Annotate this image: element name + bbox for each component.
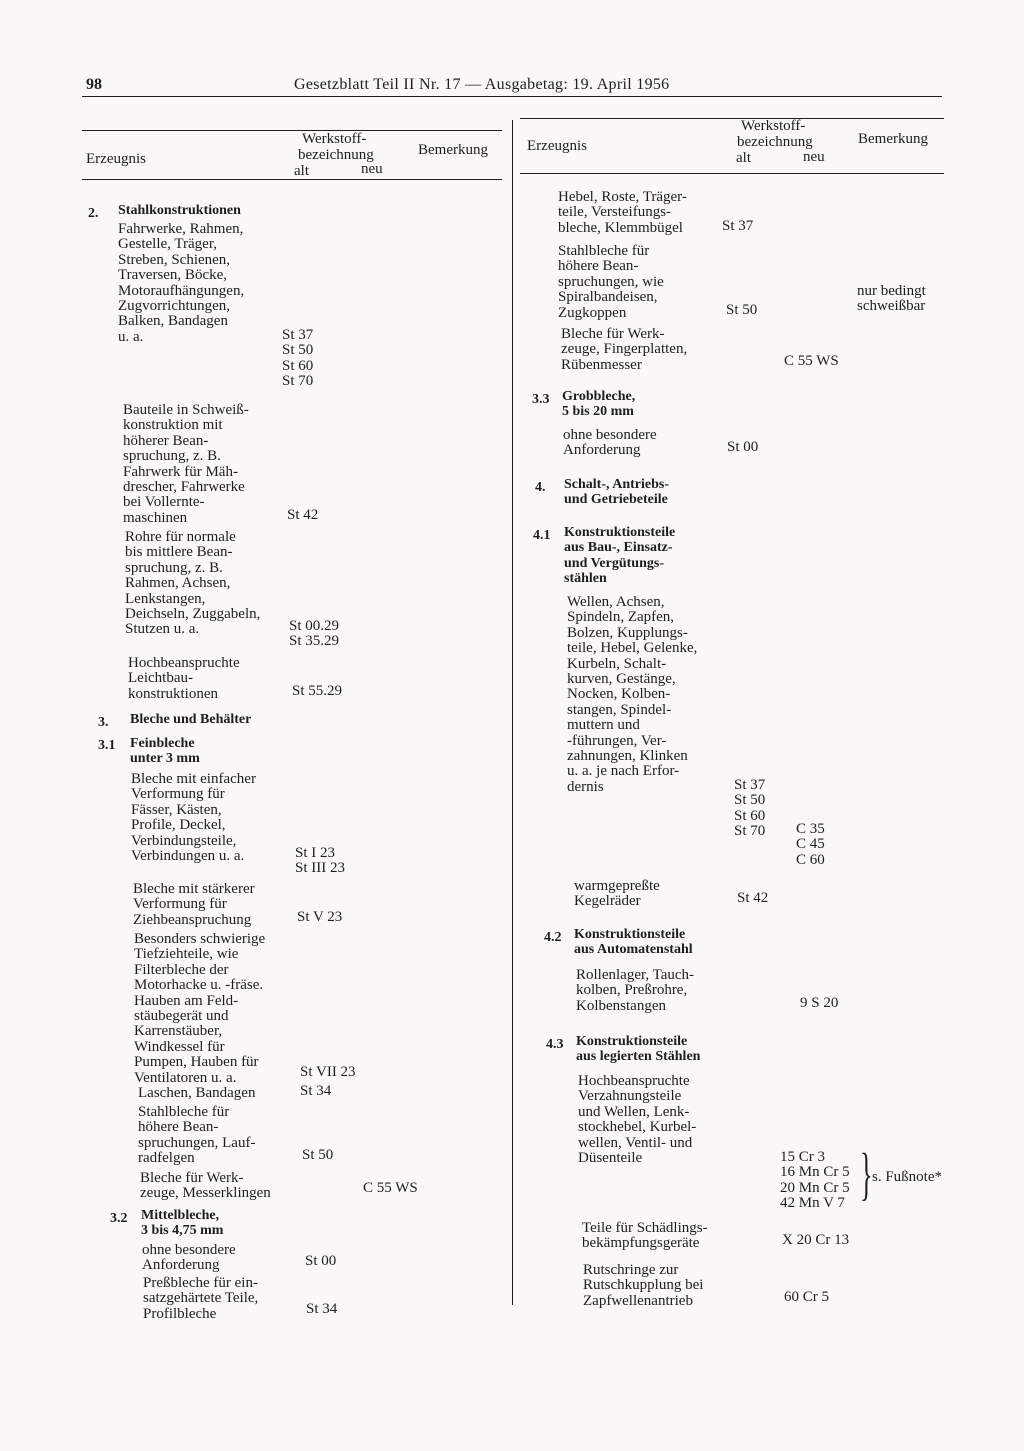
product-entry xyxy=(561,327,687,373)
product-line: Bolzen, Kupplungs- xyxy=(567,624,688,641)
header-rule xyxy=(82,96,942,97)
material-old: St 34 xyxy=(306,1301,338,1317)
left-col-product: Erzeugnis xyxy=(86,151,146,167)
product-entry xyxy=(128,656,240,702)
product-line: stangen, Spindel- xyxy=(567,701,672,718)
product-line: Stahlbleche für xyxy=(558,243,650,259)
product-line: Hebel, Roste, Träger- xyxy=(558,189,687,205)
section-title-line: und Getriebeteile xyxy=(564,492,668,508)
section-title-line: Mittelbleche, xyxy=(141,1208,220,1223)
product-entry xyxy=(138,1086,255,1101)
product-line: Fässer, Kästen, xyxy=(131,801,222,818)
section-title xyxy=(564,477,669,508)
gazette-title: Gesetzblatt Teil II Nr. 17 — Ausgabetag: 19. April 1956 xyxy=(294,76,670,93)
product-line: kolben, Preßrohre, xyxy=(576,982,688,999)
material-old: St 55.29 xyxy=(292,683,343,699)
section-title-line: und Vergütungs- xyxy=(564,555,664,571)
product-entry xyxy=(125,530,260,638)
product-line: Kolbenstangen xyxy=(576,997,666,1014)
product-line: Ziehbeanspruchung xyxy=(133,911,252,928)
material-old xyxy=(282,328,313,390)
right-col-old: alt xyxy=(736,150,751,166)
left-col-designation: bezeichnung xyxy=(298,147,374,163)
product-line: teile, Versteifungs- xyxy=(558,204,672,221)
material-old: St VII 23 xyxy=(300,1064,356,1080)
section-title xyxy=(141,1208,223,1239)
remark-line: schweißbar xyxy=(857,298,926,315)
left-col-remark: Bemerkung xyxy=(418,142,488,158)
product-line: Filterbleche der xyxy=(134,961,229,978)
material-new xyxy=(780,1150,850,1212)
product-line: Wellen, Achsen, xyxy=(567,594,665,610)
product-line: Motorhacke u. -fräse. xyxy=(134,977,264,994)
product-line: Gestelle, Träger, xyxy=(118,236,217,253)
product-entry xyxy=(574,879,660,910)
material-code: St I 23 xyxy=(295,845,336,861)
material-old: St 00 xyxy=(727,439,759,455)
product-line: u. a. xyxy=(118,328,144,345)
product-entry xyxy=(576,968,694,1014)
section-title xyxy=(576,1034,700,1065)
product-line: Pumpen, Hauben für xyxy=(134,1054,259,1071)
section-title: Stahlkonstruktionen xyxy=(118,203,241,218)
section-title-line: stählen xyxy=(564,571,607,587)
section-title xyxy=(130,736,200,767)
product-entry xyxy=(583,1263,703,1309)
material-new: 60 Cr 5 xyxy=(784,1289,829,1305)
material-code: 42 Mn V 7 xyxy=(780,1195,845,1212)
product-line: Rollenlager, Tauch- xyxy=(576,967,695,983)
product-line: Ventilatoren u. a. xyxy=(134,1069,237,1086)
product-line: Rohre für normale xyxy=(125,529,236,545)
product-line: höhere Bean- xyxy=(558,258,639,275)
material-new: X 20 Cr 13 xyxy=(782,1232,850,1248)
product-entry xyxy=(558,190,687,236)
section-title xyxy=(562,389,635,420)
product-line: Kegelräder xyxy=(574,893,641,910)
product-entry xyxy=(140,1171,271,1202)
product-line: konstruktion mit xyxy=(123,417,223,434)
product-line: Bauteile in Schweiß- xyxy=(123,402,249,418)
product-line: spruchung, z. B. xyxy=(125,559,223,576)
section-title xyxy=(564,525,675,587)
right-col-designation: bezeichnung xyxy=(737,134,813,150)
product-line: Motoraufhängungen, xyxy=(118,282,245,299)
section-title-line: Grobbleche, xyxy=(562,389,636,404)
section-title-line: aus Bau-, Einsatz- xyxy=(564,540,673,556)
product-line: und Wellen, Lenk- xyxy=(578,1103,690,1120)
remark xyxy=(857,284,926,315)
product-line: Besonders schwierige xyxy=(134,931,266,947)
product-line: Bleche mit einfacher xyxy=(131,771,256,787)
product-line: bis mittlere Bean- xyxy=(125,544,233,561)
product-line: Verbindungen u. a. xyxy=(131,848,245,865)
right-col-product: Erzeugnis xyxy=(527,138,587,154)
right-col-remark: Bemerkung xyxy=(858,131,928,147)
material-code: C 45 xyxy=(796,836,825,853)
product-line: kurven, Gestänge, xyxy=(567,671,676,688)
section-number: 4.3 xyxy=(546,1037,564,1052)
section-number: 4. xyxy=(535,480,546,495)
material-old: St 50 xyxy=(302,1147,334,1163)
product-line: Tiefziehteile, wie xyxy=(134,946,239,963)
remark: s. Fußnote* xyxy=(872,1169,943,1185)
material-code: St 37 xyxy=(282,327,314,343)
product-line: zeuge, Messerklingen xyxy=(140,1185,271,1202)
product-entry xyxy=(567,595,697,795)
product-line: Bleche für Werk- xyxy=(140,1170,244,1186)
product-line: konstruktionen xyxy=(128,685,218,702)
product-line: teile, Hebel, Gelenke, xyxy=(567,640,698,657)
product-line: Lenkstangen, xyxy=(125,590,206,607)
product-line: satzgehärtete Teile, xyxy=(143,1290,259,1307)
material-old: St V 23 xyxy=(297,909,343,925)
section-title-line: aus legierten Stählen xyxy=(576,1049,701,1065)
section-number: 4.2 xyxy=(544,930,562,945)
material-code: St 00.29 xyxy=(289,618,340,634)
section-title-line: Feinbleche xyxy=(130,736,195,751)
product-line: -führungen, Ver- xyxy=(567,732,667,749)
product-line: maschinen xyxy=(123,509,188,526)
section-title-line: Konstruktionsteile xyxy=(564,525,676,540)
product-line: u. a. je nach Erfor- xyxy=(567,763,680,780)
material-old: St 50 xyxy=(726,302,758,318)
left-col-old: alt xyxy=(294,163,309,179)
product-line: höhere Bean- xyxy=(138,1119,219,1136)
section-number: 3.1 xyxy=(98,738,116,753)
section-title-line: Konstruktionsteile xyxy=(576,1034,688,1049)
material-old: St 42 xyxy=(287,507,319,523)
material-code: St III 23 xyxy=(295,860,345,877)
material-new: C 55 WS xyxy=(784,353,839,369)
product-line: Leichtbau- xyxy=(128,670,193,687)
left-col-new: neu xyxy=(361,161,383,177)
product-line: Verbindungsteile, xyxy=(131,832,237,849)
section-title-line: Schalt-, Antriebs- xyxy=(564,477,669,492)
product-line: Rahmen, Achsen, xyxy=(125,575,231,592)
product-line: Anforderung xyxy=(563,442,641,459)
product-line: Düsenteile xyxy=(578,1150,643,1167)
material-code: St 70 xyxy=(282,373,314,390)
material-code: St 60 xyxy=(734,807,766,824)
material-old xyxy=(289,619,339,650)
material-code: St 50 xyxy=(734,792,766,809)
section-number: 4.1 xyxy=(533,528,551,543)
product-entry xyxy=(138,1105,255,1167)
product-line: bei Vollernte- xyxy=(123,494,205,511)
section-title-line: unter 3 mm xyxy=(130,751,200,767)
right-table-header-rule xyxy=(520,173,944,174)
page-number: 98 xyxy=(86,76,102,93)
product-line: Bleche mit stärkerer xyxy=(133,881,255,897)
material-code: 15 Cr 3 xyxy=(780,1149,825,1165)
material-old: St 37 xyxy=(722,218,754,234)
product-line: Anforderung xyxy=(142,1257,220,1274)
product-line: wellen, Ventil- und xyxy=(578,1134,693,1151)
material-code: C 60 xyxy=(796,851,825,868)
material-code: 16 Mn Cr 5 xyxy=(780,1164,850,1181)
section-title: Bleche und Behälter xyxy=(130,712,252,727)
product-line: muttern und xyxy=(567,717,640,734)
product-line: Verformung für xyxy=(131,786,225,803)
product-line: Kurbeln, Schalt- xyxy=(567,655,667,672)
material-code: St 70 xyxy=(734,823,766,840)
material-old: St 42 xyxy=(737,890,769,906)
product-line: Spiralbandeisen, xyxy=(558,289,658,306)
product-line: ohne besondere xyxy=(142,1242,236,1258)
product-line: Verformung für xyxy=(133,896,227,913)
product-entry xyxy=(142,1243,236,1274)
section-number: 3.2 xyxy=(110,1211,128,1226)
material-old: St 34 xyxy=(300,1083,332,1099)
product-line: Teile für Schädlings- xyxy=(582,1220,708,1236)
material-code: 20 Mn Cr 5 xyxy=(780,1179,850,1196)
product-entry xyxy=(578,1074,696,1166)
section-number: 2. xyxy=(88,206,99,221)
product-line: Fahrwerke, Rahmen, xyxy=(118,221,244,237)
product-line: Hochbeanspruchte xyxy=(578,1073,690,1089)
material-new: 9 S 20 xyxy=(800,995,839,1011)
product-line: Deichseln, Zuggabeln, xyxy=(125,606,261,623)
product-line: Spindeln, Zapfen, xyxy=(567,609,675,626)
product-entry xyxy=(134,932,265,1086)
product-entry xyxy=(582,1221,708,1252)
product-line: warmgepreßte xyxy=(574,878,660,894)
product-line: Zugvorrichtungen, xyxy=(118,298,231,315)
left-table-header-rule xyxy=(82,179,502,180)
product-line: spruchung, z. B. xyxy=(123,448,221,465)
product-entry xyxy=(143,1276,258,1322)
product-line: Rübenmesser xyxy=(561,356,642,373)
material-code: St 35.29 xyxy=(289,633,340,650)
column-divider xyxy=(512,120,513,1305)
product-line: bleche, Klemmbügel xyxy=(558,219,683,236)
right-table-top-rule xyxy=(520,118,944,119)
product-line: spruchungen, wie xyxy=(558,273,664,290)
right-col-new: neu xyxy=(803,149,825,165)
material-new: C 55 WS xyxy=(363,1180,418,1196)
product-line: Hochbeanspruchte xyxy=(128,655,240,671)
section-title-line: 3 bis 4,75 mm xyxy=(141,1223,224,1239)
material-code: St 37 xyxy=(734,777,766,793)
product-line: Zapfwellenantrieb xyxy=(583,1292,693,1309)
product-line: spruchungen, Lauf- xyxy=(138,1134,256,1151)
product-line: Profile, Deckel, xyxy=(131,817,226,834)
material-code: C 35 xyxy=(796,821,825,837)
product-line: höherer Bean- xyxy=(123,432,209,449)
product-line: zahnungen, Klinken xyxy=(567,748,688,765)
section-title xyxy=(574,927,693,958)
product-line: stäubegerät und xyxy=(134,1008,229,1025)
product-entry xyxy=(118,222,244,345)
product-entry xyxy=(563,428,657,459)
product-line: radfelgen xyxy=(138,1150,195,1167)
remark-line: nur bedingt xyxy=(857,283,926,299)
right-col-material: Werkstoff- xyxy=(741,118,806,134)
product-entry xyxy=(133,882,255,928)
section-number: 3.3 xyxy=(532,392,550,407)
material-new xyxy=(796,822,825,868)
product-line: dernis xyxy=(567,778,604,795)
material-code: St 50 xyxy=(282,342,314,359)
product-line: stockhebel, Kurbel- xyxy=(578,1119,697,1136)
section-title-line: aus Automatenstahl xyxy=(574,942,693,958)
product-line: Nocken, Kolben- xyxy=(567,686,671,703)
product-line: Hauben am Feld- xyxy=(134,992,239,1009)
product-line: Verzahnungsteile xyxy=(578,1088,682,1105)
material-old xyxy=(295,846,345,877)
product-entry xyxy=(131,772,256,864)
product-line: Streben, Schienen, xyxy=(118,251,231,268)
product-line: Stutzen u. a. xyxy=(125,621,200,638)
left-col-material: Werkstoff- xyxy=(302,131,367,147)
product-entry xyxy=(558,244,664,321)
material-old xyxy=(734,778,765,840)
right-brace: } xyxy=(860,1141,873,1206)
product-line: Fahrwerk für Mäh- xyxy=(123,463,238,480)
product-line: Karrenstäuber, xyxy=(134,1023,223,1040)
product-line: zeuge, Fingerplatten, xyxy=(561,341,688,358)
product-line: Rutschkupplung bei xyxy=(583,1277,704,1294)
product-line: Stahlbleche für xyxy=(138,1104,230,1120)
product-line: Zugkoppen xyxy=(558,304,627,321)
product-line: drescher, Fahrwerke xyxy=(123,479,245,496)
section-number: 3. xyxy=(98,715,109,730)
product-line: Bleche für Werk- xyxy=(561,326,665,342)
product-line: Balken, Bandagen xyxy=(118,313,228,330)
product-line: Windkessel für xyxy=(134,1038,225,1055)
material-code: St 60 xyxy=(282,357,314,374)
section-title-line: Konstruktionsteile xyxy=(574,927,686,942)
product-line: Traversen, Böcke, xyxy=(118,267,228,284)
product-line: Laschen, Bandagen xyxy=(138,1085,256,1101)
material-old: St 00 xyxy=(305,1253,337,1269)
product-line: ohne besondere xyxy=(563,427,657,443)
product-line: Rutschringe zur xyxy=(583,1262,679,1278)
section-title-line: 5 bis 20 mm xyxy=(562,404,634,420)
left-table-top-rule xyxy=(82,130,502,131)
product-line: Preßbleche für ein- xyxy=(143,1275,258,1291)
product-entry xyxy=(123,403,249,526)
product-line: Profilbleche xyxy=(143,1305,217,1322)
product-line: bekämpfungsgeräte xyxy=(582,1235,700,1252)
